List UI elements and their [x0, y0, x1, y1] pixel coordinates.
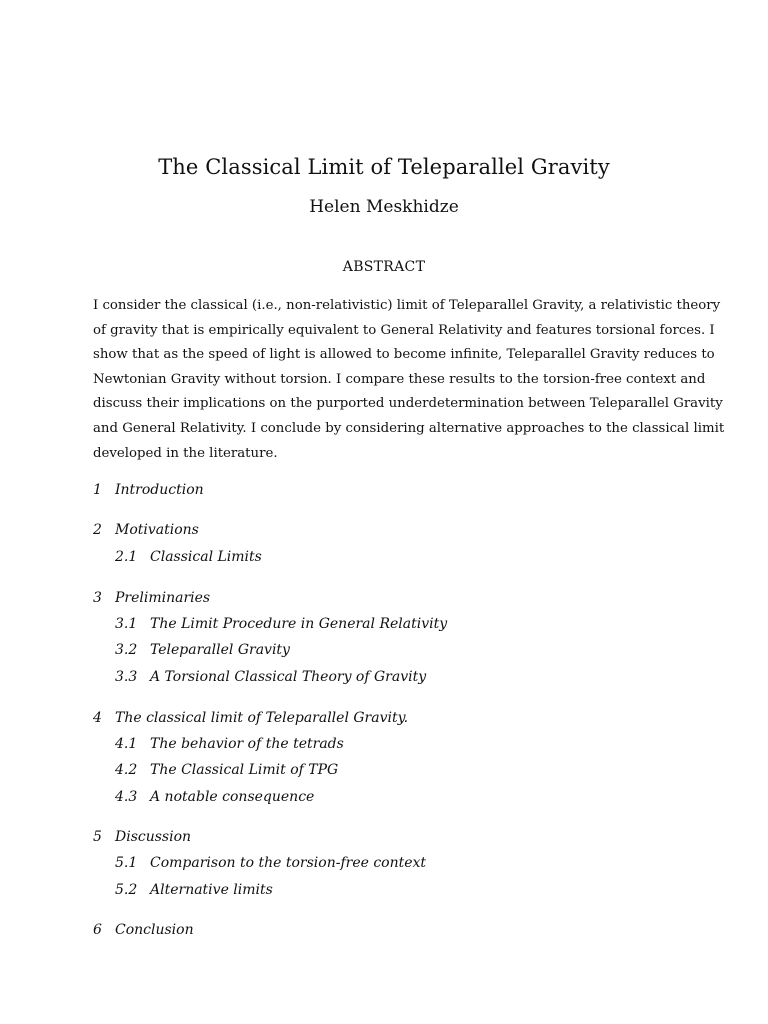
toc-section-number: 2: [93, 522, 102, 538]
toc-section-title: Discussion: [115, 829, 192, 845]
toc-subsection-title: Classical Limits: [150, 549, 262, 565]
toc-subsection-title: The Limit Procedure in General Relativity: [150, 616, 448, 632]
toc-section-number: 3: [93, 590, 102, 606]
toc-subsection-number: 4.3: [115, 789, 138, 805]
abstract-line: discuss their implications on the purported underdetermination between Teleparallel Gravity: [93, 396, 723, 412]
toc-section-number: 5: [93, 829, 102, 845]
abstract-line: of gravity that is empirically equivalent to General Relativity and features torsional forces. I: [93, 322, 715, 338]
toc-subsection-title: Teleparallel Gravity: [150, 642, 290, 658]
toc-section-number: 6: [93, 922, 102, 938]
abstract-body: [93, 294, 725, 466]
paper-title: The Classical Limit of Teleparallel Gravity: [158, 155, 610, 179]
toc-section-number: 1: [93, 482, 102, 498]
toc-subsection-title: Alternative limits: [150, 882, 273, 898]
toc-section-title: Introduction: [115, 482, 204, 498]
toc-section-title: Motivations: [115, 522, 199, 538]
toc-subsection-number: 3.1: [115, 616, 138, 632]
abstract-heading: ABSTRACT: [342, 259, 426, 275]
abstract-line: Newtonian Gravity without torsion. I compare these results to the torsion-free context and: [93, 371, 706, 387]
abstract-line: and General Relativity. I conclude by considering alternative approaches to the classical limit: [93, 420, 725, 436]
toc-section-title: The classical limit of Teleparallel Gravity.: [115, 710, 409, 726]
toc-subsection-number: 3.2: [115, 642, 138, 658]
toc-subsection-title: A Torsional Classical Theory of Gravity: [150, 669, 427, 685]
toc-subsection-number: 3.3: [115, 669, 138, 685]
paper-author: Helen Meskhidze: [309, 197, 459, 217]
toc-subsection-number: 4.1: [115, 736, 138, 752]
toc-subsection-title: The Classical Limit of TPG: [150, 762, 339, 778]
toc-subsection-number: 2.1: [115, 549, 138, 565]
toc-section-number: 4: [93, 710, 102, 726]
toc-subsection-number: 5.2: [115, 882, 138, 898]
toc-subsection-title: The behavior of the tetrads: [150, 736, 344, 752]
toc-subsection-title: Comparison to the torsion-free context: [150, 855, 427, 871]
abstract-line: show that as the speed of light is allowed to become infinite, Teleparallel Gravity reduces to: [93, 347, 715, 363]
abstract-line: developed in the literature.: [93, 445, 278, 461]
toc-subsection-title: A notable consequence: [150, 789, 315, 805]
toc-subsection-number: 4.2: [115, 762, 138, 778]
toc-section-title: Preliminaries: [115, 590, 211, 606]
toc-subsection-number: 5.1: [115, 855, 138, 871]
abstract-line: I consider the classical (i.e., non-relativistic) limit of Teleparallel Gravity, a relativistic theory: [93, 298, 721, 313]
toc-section-title: Conclusion: [115, 922, 194, 938]
